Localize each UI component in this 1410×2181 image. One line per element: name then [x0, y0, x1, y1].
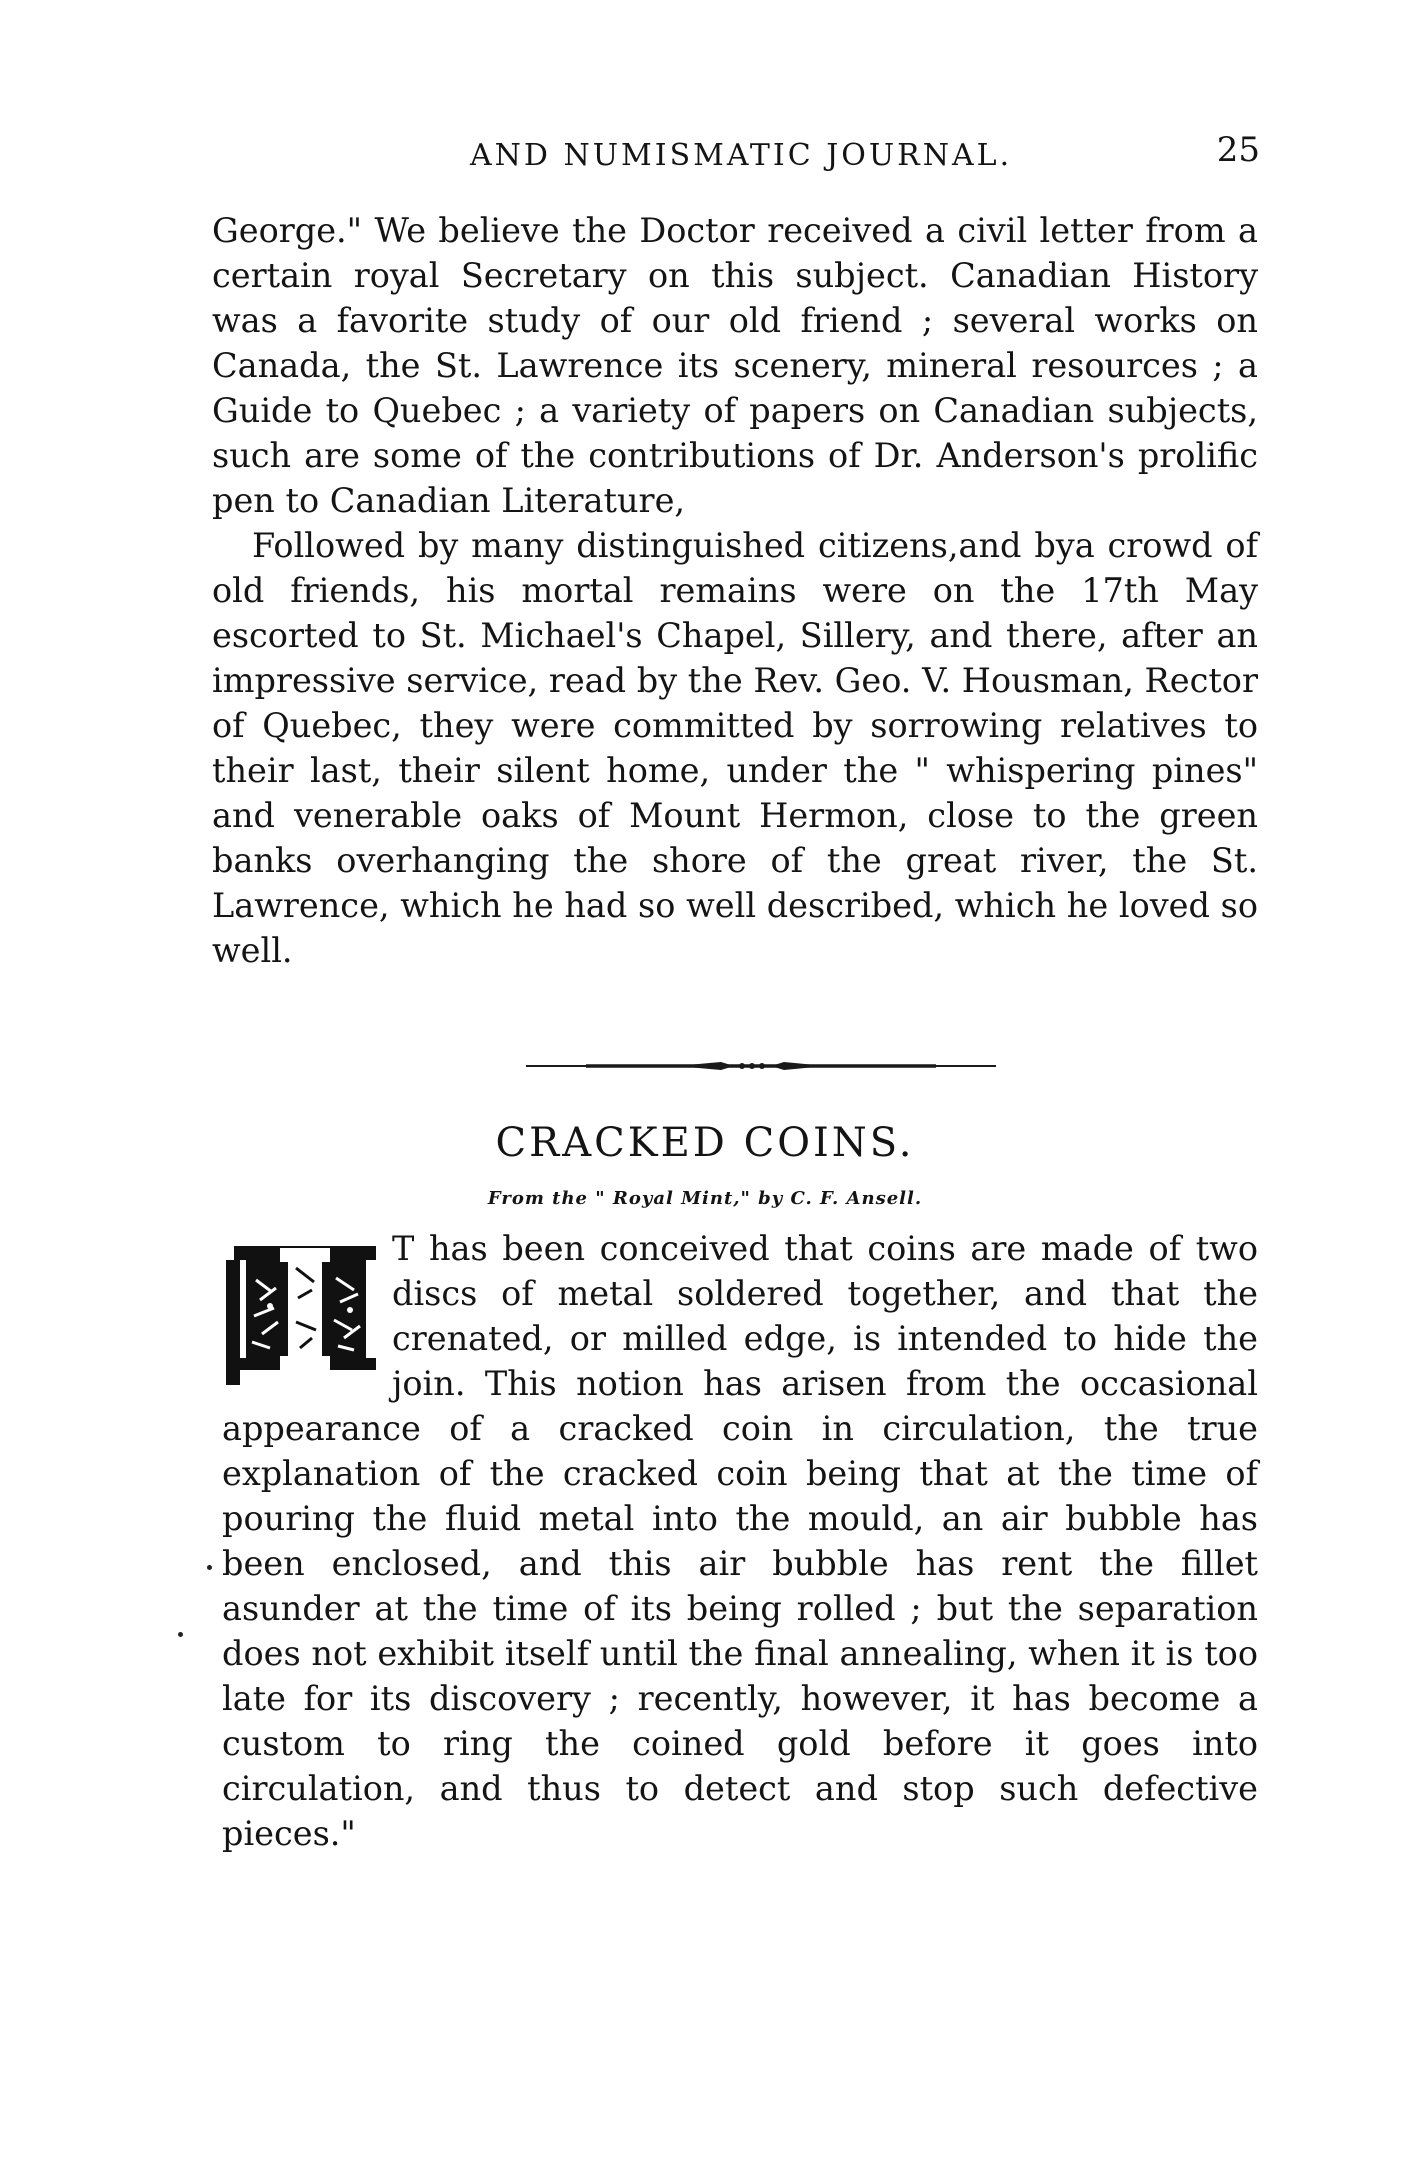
article-body — [222, 1226, 1258, 1856]
paragraph-cracked-coins: T has been conceived that coins are made of two discs of metal soldered together, and that the crenated, or milled edge, is intended to hide the join. This notion has arisen from the occasional appearance of a cracked coin in circulation, the true explanation of the cracked coin being that at the time of pouring the fluid metal into the mould, an air bubble has been enclosed, and this air bubble has rent the fillet asunder at the time of its being rolled ; but the separation does not exhibit itself until the final annealing, when it is too late for its discovery ; recently, however, it has become a custom to ring the coined gold before it goes into circulation, and thus to detect and stop such defective pieces." — [222, 1229, 1258, 1853]
section-divider-ornament — [526, 1056, 996, 1076]
margin-speck — [207, 1565, 212, 1570]
article-title: CRACKED COINS. — [495, 1120, 915, 1166]
paragraph-anderson-works: George." We believe the Doctor received a civil letter from a certain royal Secretary on this subject. Canadian History was a favorite study of our old friend ; several works on Canada, the St. Lawrence its scenery, mineral resources ; a Guide to Quebec ; a variety of papers on Canadian subjects, such are some of the contributions of Dr. Anderson's prolific pen to Canadian Literature, — [212, 211, 1258, 520]
obituary-continuation — [212, 208, 1258, 973]
drop-cap-space — [222, 1226, 392, 1404]
margin-speck — [178, 1632, 183, 1637]
running-title: AND NUMISMATIC JOURNAL. — [470, 138, 1013, 173]
running-header — [220, 130, 1260, 190]
page-number: 25 — [1216, 130, 1260, 170]
paragraph-funeral: Followed by many distinguished citizens,and bya crowd of old friends, his mortal remains were on the 17th May escorted to St. Michael's Chapel, Sillery, and there, after an impressive service, read by the Rev. Geo. V. Housman, Rector of Quebec, they were committed by sorrowing relatives to their last, their silent home, under the " whispering pines" and venerable oaks of Mount Hermon, close to the green banks overhanging the shore of the great river, the St. Lawrence, which he had so well described, which he loved so well. — [212, 526, 1258, 970]
article-attribution: From the " Royal Mint," by C. F. Ansell. — [487, 1188, 923, 1209]
